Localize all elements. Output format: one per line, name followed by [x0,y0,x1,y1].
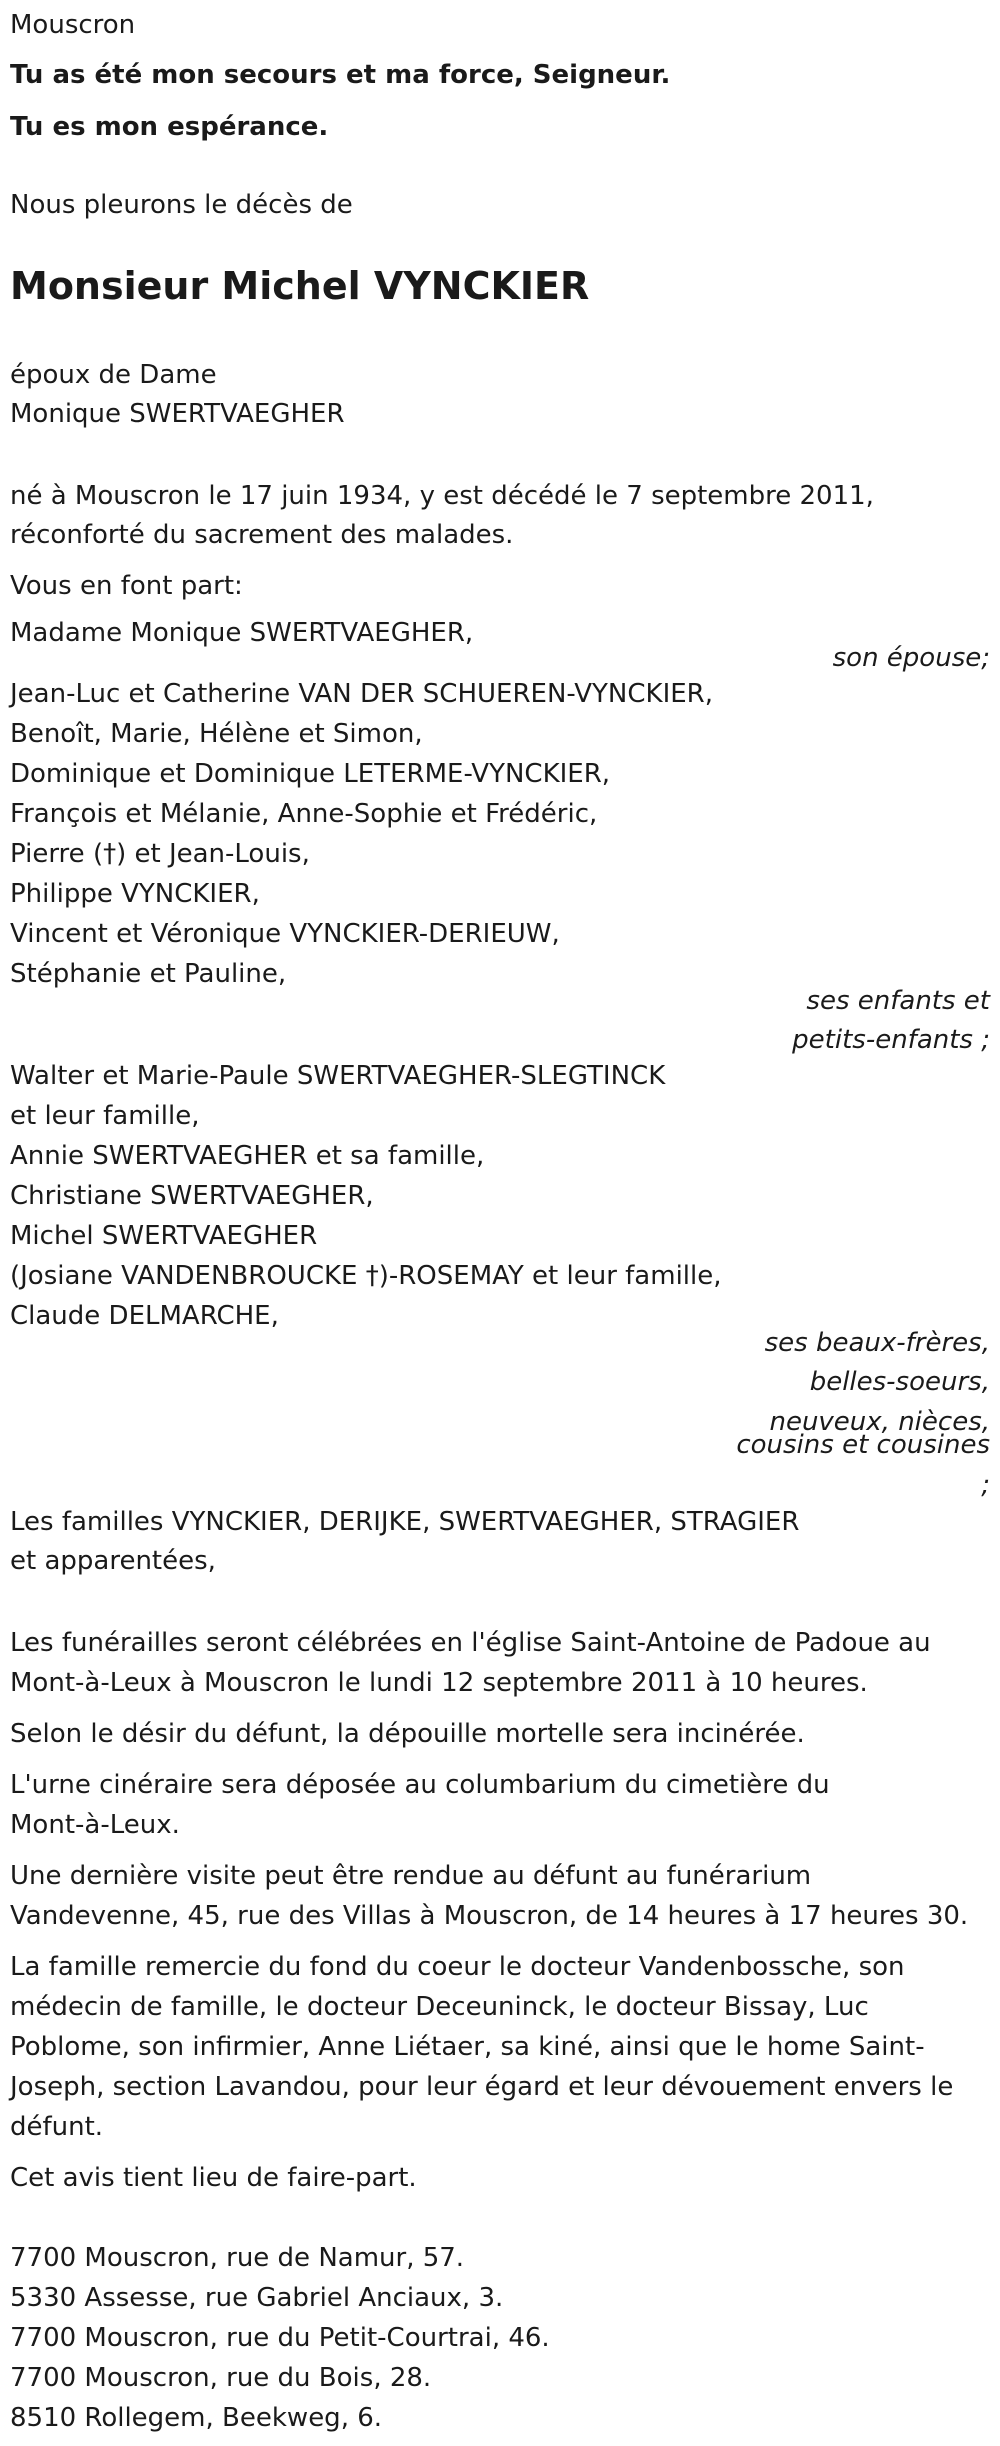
thanks-line: Poblome, son infirmier, Anne Liétaer, sa kiné, ainsi que le home Saint- [10,2032,925,2062]
cremation-text: Selon le désir du défunt, la dépouille mortelle sera incinérée. [10,1719,805,1749]
inlaw-line: (Josiane VANDENBROUCKE †)-ROSEMAY et leur famille, [10,1261,722,1291]
inlaws-role-line-2: belles-soeurs, [809,1367,990,1397]
urn-line: L'urne cinéraire sera déposée au columbarium du cimetière du [10,1770,830,1800]
inlaws-role-line-5: ; [981,1470,990,1500]
address-line: 5330 Assesse, rue Gabriel Anciaux, 3. [10,2283,504,2313]
child-line: Dominique et Dominique LETERME-VYNCKIER, [10,759,611,789]
thanks-line: La famille remercie du fond du coeur le docteur Vandenbossche, son [10,1952,905,1982]
child-line: François et Mélanie, Anne-Sophie et Frédéric, [10,799,598,829]
verse-line-2: Tu es mon espérance. [10,112,329,142]
verse-line-1: Tu as été mon secours et ma force, Seigneur. [10,60,671,90]
wife-name: Madame Monique SWERTVAEGHER, [10,618,474,648]
spouse-line-1: époux de Dame [10,360,217,390]
families-line-2: et apparentées, [10,1546,216,1576]
address-line: 8510 Rollegem, Beekweg, 6. [10,2403,383,2433]
spouse-line-2: Monique SWERTVAEGHER [10,399,345,429]
birth-line-2: réconforté du sacrement des malades. [10,520,514,550]
children-role-line-1: ses enfants et [806,986,990,1016]
child-line: Stéphanie et Pauline, [10,959,287,989]
thanks-line: Joseph, section Lavandou, pour leur égard et leur dévouement envers le [10,2072,954,2102]
address-line: 7700 Mouscron, rue du Petit-Courtrai, 46. [10,2323,550,2353]
inlaw-line: Christiane SWERTVAEGHER, [10,1181,374,1211]
thanks-line: médecin de famille, le docteur Deceuninck, le docteur Bissay, Luc [10,1992,869,2022]
funeral-line: Les funérailles seront célébrées en l'église Saint-Antoine de Padoue au [10,1628,931,1658]
address-line: 7700 Mouscron, rue de Namur, 57. [10,2243,465,2273]
child-line: Jean-Luc et Catherine VAN DER SCHUEREN-VYNCKIER, [10,679,714,709]
inlaw-line: Annie SWERTVAEGHER et sa famille, [10,1141,485,1171]
intro-text: Nous pleurons le décès de [10,190,353,220]
inlaw-line: Michel SWERTVAEGHER [10,1221,318,1251]
children-role-line-2: petits-enfants ; [792,1025,990,1055]
urn-line: Mont-à-Leux. [10,1810,180,1840]
city-label: Mouscron [10,10,136,40]
families-line-1: Les familles VYNCKIER, DERIJKE, SWERTVAEGHER, STRAGIER [10,1507,800,1537]
funeral-line: Mont-à-Leux à Mouscron le lundi 12 septembre 2011 à 10 heures. [10,1668,868,1698]
birth-line-1: né à Mouscron le 17 juin 1934, y est décédé le 7 septembre 2011, [10,481,874,511]
child-line: Philippe VYNCKIER, [10,879,260,909]
child-line: Vincent et Véronique VYNCKIER-DERIEUW, [10,919,560,949]
child-line: Pierre (†) et Jean-Louis, [10,839,310,869]
inlaws-role-line-1: ses beaux-frères, [764,1328,990,1358]
visit-line: Une dernière visite peut être rendue au défunt au funérarium [10,1861,812,1891]
inlaws-role-line-3: neuveux, nièces, [769,1407,990,1437]
thanks-line: défunt. [10,2112,104,2142]
announce-text: Vous en font part: [10,571,243,601]
inlaw-line: Walter et Marie-Paule SWERTVAEGHER-SLEGTINCK [10,1061,666,1091]
inlaw-line: Claude DELMARCHE, [10,1301,279,1331]
inlaws-role-line-4: cousins et cousines [736,1430,990,1460]
deceased-name: Monsieur Michel VYNCKIER [10,264,590,308]
address-line: 7700 Mouscron, rue du Bois, 28. [10,2363,432,2393]
wife-role: son épouse; [832,643,990,673]
inlaw-line: et leur famille, [10,1101,200,1131]
notice-text: Cet avis tient lieu de faire-part. [10,2163,417,2193]
child-line: Benoît, Marie, Hélène et Simon, [10,719,423,749]
visit-line: Vandevenne, 45, rue des Villas à Mouscron, de 14 heures à 17 heures 30. [10,1901,969,1931]
